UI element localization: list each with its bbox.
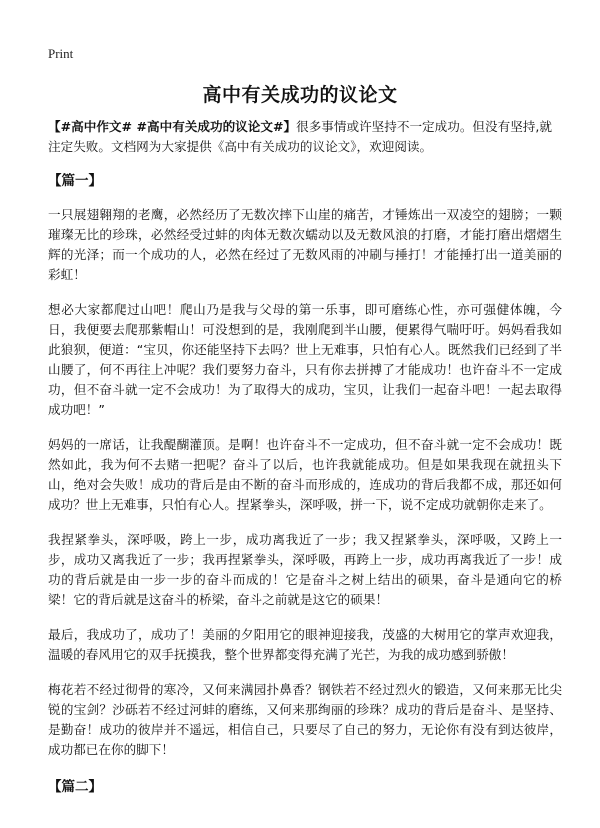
paragraph-6: 梅花若不经过彻骨的寒冷，又何来满园扑鼻香？钢铁若不经过烈火的锻造，又何来那无比尖锐的宝剑？沙砾若不经过河蚌的磨练，又何来那绚丽的珍珠？成功的背后是奋斗、是坚持、是勤奋！成功的彼岸并不遥远，相信自己，只要尽了自己的努力，无论你有没有到达彼岸，成功都已在你的脚下！	[48, 682, 562, 757]
page-title: 高中有关成功的议论文	[202, 84, 398, 106]
paragraph-2: 想必大家都爬过山吧！爬山乃是我与父母的第一乐事，即可磨练心性，亦可强健体魄，今日，我便要去爬那紫帽山！可没想到的是，我刚爬到半山腰，便累得气喘吁吁。妈妈看我如此狼狈，便道：“宝贝，你还能坚持下去吗？世上无难事，只怕有心人。既然我们已经到了半山腰了，何不再往上冲呢？我们要努力奋斗，只有你去拼搏了才能成功！也许奋斗不一定成功，但不奋斗就一定不会成功！为了取得大的成功，宝贝，让我们一起奋斗吧！一起去取得成功吧！”	[48, 302, 562, 417]
section-heading-1: 【篇一】	[48, 173, 102, 189]
paragraph-3: 妈妈的一席话，让我醍醐灌顶。是啊！也许奋斗不一定成功，但不奋斗就一定不会成功！既然如此，我为何不去赌一把呢？奋斗了以后，也许我就能成功。但是如果我现在就扭头下山，绝对会失败！成功的背后是由不断的奋斗而形成的，连成功的背后我都不成，那还如何成功？世上无难事，只怕有心人。捏紧拳头，深呼吸，拼一下，说不定成功就朝你走来了。	[48, 437, 562, 512]
paragraph-4: 我捏紧拳头，深呼吸，跨上一步，成功离我近了一步；我又捏紧拳头，深呼吸，又跨上一步，成功又离我近了一步；我再捏紧拳头，深呼吸，再跨上一步，成功再离我近了一步！成功的背后就是由一步一步的奋斗而成的！它是奋斗之树上结出的硕果，奋斗是通向它的桥梁！它的背后就是这奋斗的桥梁，奋斗之前就是这它的硕果！	[48, 532, 562, 607]
print-label: Print	[48, 46, 74, 61]
paragraph-5: 最后，我成功了，成功了！美丽的夕阳用它的眼神迎接我，茂盛的大树用它的掌声欢迎我，温暖的春风用它的双手抚摸我，整个世界都变得充满了光芒，为我的成功感到骄傲！	[48, 627, 562, 662]
section-heading-2: 【篇二】	[48, 779, 102, 795]
paragraph-1: 一只展翅翱翔的老鹰，必然经历了无数次摔下山崖的痛苦，才锤炼出一双凌空的翅膀；一颗璀璨无比的珍珠，必然经受过蚌的肉体无数次蠕动以及无数风浪的打磨，才能打磨出熠熠生辉的光泽；而一个成功的人，必然在经过了无数风雨的冲刷与捶打！才能捶打出一道美丽的彩虹！	[48, 207, 562, 282]
intro-paragraph	[48, 117, 562, 157]
intro-tags: 【#高中作文# #高中有关成功的议论文#】	[48, 119, 297, 134]
document-body	[48, 117, 562, 795]
intro-text: 很多事情或许坚持不一定成功。但没有坚持,就注定失败。文档网为大家提供《高中有关成功的议论文》，欢迎阅读。	[48, 119, 552, 154]
